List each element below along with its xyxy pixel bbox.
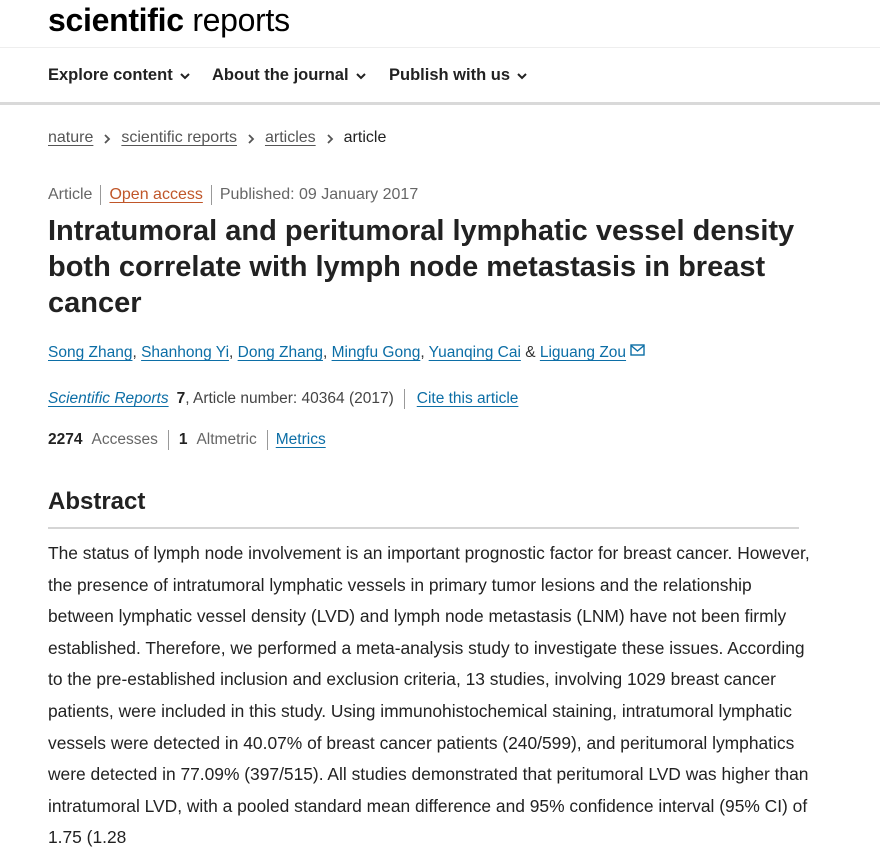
author-and: & [525, 344, 536, 361]
metrics-bar [48, 430, 326, 450]
meta-divider [267, 430, 268, 450]
article-title: Intratumoral and peritumoral lymphatic vessel density both correlate with lymph node metastasis in breast cancer [48, 215, 795, 319]
author-link[interactable]: Song Zhang [48, 344, 133, 361]
nav-about-journal[interactable] [212, 66, 366, 85]
site-header [0, 0, 880, 48]
author-separator: , [229, 344, 234, 361]
site-logo[interactable] [48, 2, 290, 39]
nav-label: About the journal [212, 66, 349, 84]
author-link[interactable]: Mingfu Gong [331, 344, 421, 361]
breadcrumb-nature[interactable]: nature [48, 129, 94, 146]
meta-divider [404, 389, 405, 409]
journal-link[interactable]: Scientific Reports [48, 390, 169, 407]
chevron-down-icon [517, 71, 527, 81]
nav-explore-content[interactable] [48, 66, 190, 85]
mail-icon[interactable] [630, 343, 645, 355]
author-list [48, 343, 645, 362]
chevron-right-icon [326, 132, 334, 144]
volume-number: 7 [176, 390, 186, 407]
main-nav [0, 49, 880, 105]
logo-light-text: reports [192, 2, 290, 38]
author-separator: , [420, 344, 425, 361]
author-link[interactable]: Shanhong Yi [141, 344, 230, 361]
nav-label: Publish with us [389, 66, 511, 84]
abstract-text: The status of lymph node involvement is an important prognostic factor for breast cancer. However, the presence of intratumoral lymphatic vessels in primary tumor lesions and the relationship between lymphatic vessel density (LVD) and lymph node metastasis (LNM) have not been firmly established. Therefore, we performed a meta-analysis study to investigate these issues. According to the pre-established inclusion and exclusion criteria, 13 studies, involving 1029 breast cancer patients, were included in this study. Using immunohistochemical staining, intratumoral lymphatic vessels were detected in 40.07% of breast cancer patients (240/599), and peritumoral lymphatics were detected in 77.09% (397/515). All studies demonstrated that peritumoral LVD was higher than intratumoral LVD, with a pooled standard mean difference and 95% confidence interval (95% CI) of 1.75 (1.28 [48, 543, 810, 848]
meta-divider [168, 430, 169, 450]
chevron-right-icon [247, 132, 255, 144]
logo-bold-text: scientific [48, 2, 184, 38]
author-link[interactable]: Liguang Zou [539, 344, 627, 361]
author-link[interactable]: Dong Zhang [237, 344, 323, 361]
article-number: , Article number: 40364 (2017) [185, 390, 394, 407]
published-date: Published: 09 January 2017 [219, 186, 419, 203]
article-type: Article [48, 186, 93, 203]
breadcrumb-current: article [343, 129, 387, 146]
abstract-divider [48, 527, 799, 529]
accesses-count: 2274 [48, 431, 83, 448]
meta-divider [211, 185, 212, 205]
altmetric-count: 1 [178, 431, 188, 448]
citation-line [48, 389, 518, 409]
chevron-down-icon [180, 71, 190, 81]
cite-this-article-link[interactable]: Cite this article [416, 390, 519, 407]
breadcrumb [48, 129, 386, 147]
nav-publish-with-us[interactable] [389, 66, 527, 85]
author-link[interactable]: Yuanqing Cai [428, 344, 521, 361]
meta-divider [100, 185, 101, 205]
author-separator: , [322, 344, 328, 361]
open-access-link[interactable]: Open access [109, 186, 203, 203]
accesses-label: Accesses [91, 431, 158, 448]
metrics-link[interactable]: Metrics [275, 431, 326, 448]
breadcrumb-scientific-reports[interactable]: scientific reports [121, 129, 237, 146]
author-separator: , [132, 344, 137, 361]
article-meta [48, 185, 418, 205]
chevron-right-icon [103, 132, 111, 144]
chevron-down-icon [356, 71, 366, 81]
breadcrumb-articles[interactable]: articles [264, 129, 316, 146]
abstract-heading: Abstract [48, 488, 146, 515]
nav-label: Explore content [48, 66, 173, 84]
altmetric-label: Altmetric [196, 431, 257, 448]
